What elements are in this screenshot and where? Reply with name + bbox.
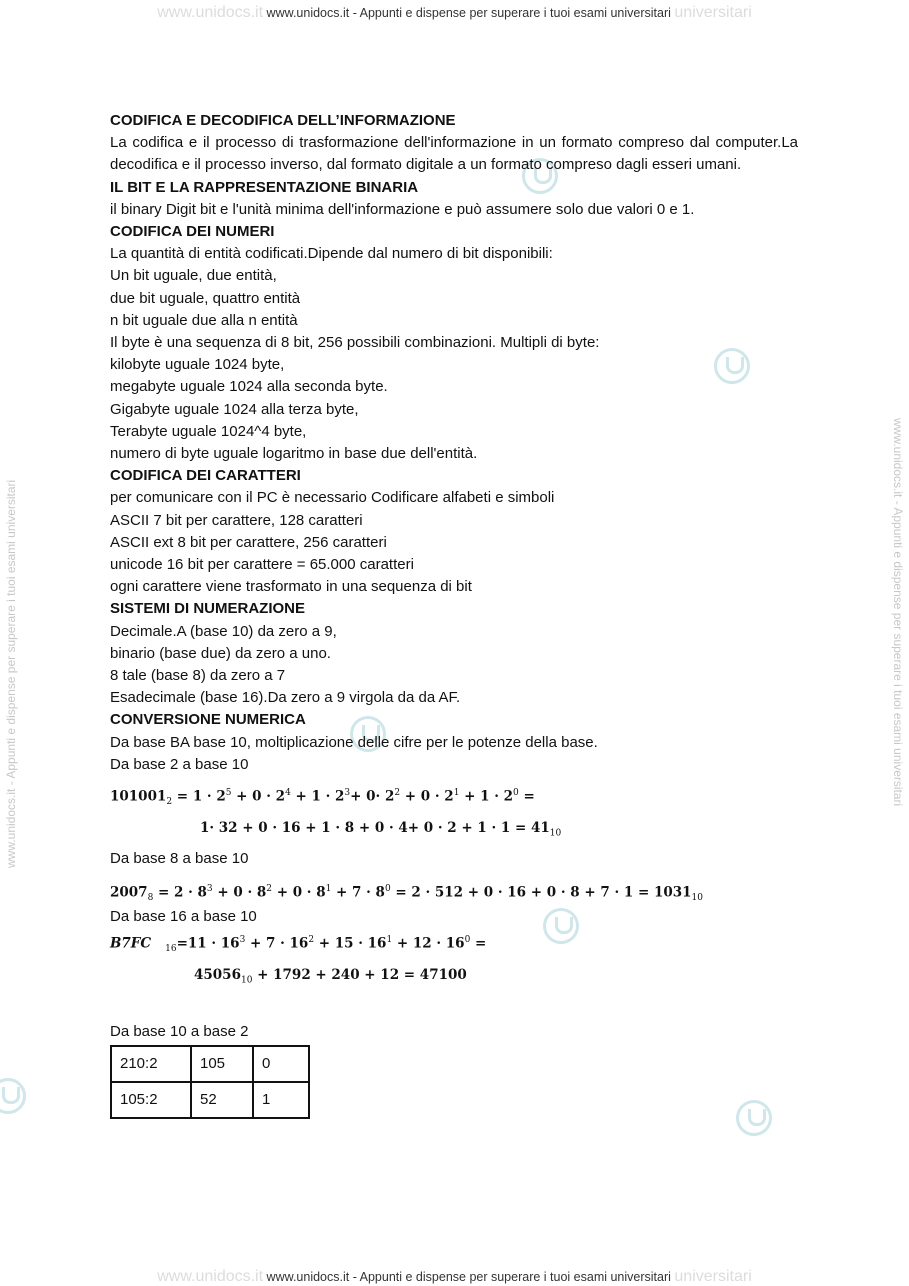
table-cell: 0 [253, 1046, 309, 1082]
table-cell: 52 [191, 1082, 253, 1118]
text-line: Gigabyte uguale 1024 alla terza byte, [110, 400, 359, 418]
text-line: ASCII ext 8 bit per carattere, 256 caratteri [110, 533, 387, 551]
text-line: megabyte uguale 1024 alla seconda byte. [110, 378, 388, 396]
text-line: Da base 10 a base 2 [110, 1022, 249, 1040]
formula-octal: $2007_8 = 2 \cdot 8^3 + 0 \cdot 8^2 + 0 \cdot 8^1 + 7 \cdot 8^0 = 2 \cdot 512 + 0 \cdot 16 + 0 \cdot 8 + 7 \cdot 1 = 1031_{10}$ [110, 884, 703, 904]
table-row [111, 1046, 309, 1082]
text-line: Terabyte uguale 1024^4 byte, [110, 422, 307, 440]
text-line: Da base 16 a base 10 [110, 908, 257, 926]
banner-ghost-left: www.unidocs.it [157, 4, 264, 21]
header-banner [0, 4, 909, 22]
section-heading: CODIFICA E DECODIFICA DELL’INFORMAZIONE [110, 112, 456, 129]
text-line: Da base BA base 10, moltiplicazione delle cifre per le potenze della base. [110, 733, 598, 751]
text-line: Da base 8 a base 10 [110, 850, 249, 868]
section-heading: SISTEMI DI NUMERAZIONE [110, 600, 306, 618]
text-line: La quantità di entità codificati.Dipende dal numero di bit disponibili: [110, 245, 553, 263]
paragraph: La codifica e il processo di trasformazione dell'informazione in un formato compreso dal computer.La decodifica e il processo inverso, dal formato digitale a un formato compreso dagli esseri umani. [110, 134, 798, 174]
banner-text: www.unidocs.it - Appunti e dispense per superare i tuoi esami universitari [266, 6, 671, 20]
text-line: ogni carattere viene trasformato in una sequenza di bit [110, 578, 472, 596]
formula-hex: B7FC $_{16}=11 \cdot 16^3 + 7 \cdot 16^2 + 15 \cdot 16^1 + 12 \cdot 16^0$ = [110, 934, 487, 954]
banner-text: www.unidocs.it - Appunti e dispense per superare i tuoi esami universitari [266, 1270, 671, 1284]
side-banner-right: www.unidocs.it - Appunti e dispense per superare i tuoi esami universitari [891, 418, 905, 807]
text-line: kilobyte uguale 1024 byte, [110, 356, 285, 374]
conversion-table [110, 1045, 310, 1119]
section-heading: CODIFICA DEI CARATTERI [110, 467, 301, 485]
formula-hex-result: $45056_{10} + 1792 + 240 + 12 = 47100$ [194, 966, 467, 986]
text-line: ASCII 7 bit per carattere, 128 caratteri [110, 511, 363, 529]
table-row [111, 1082, 309, 1118]
section-heading: CODIFICA DEI NUMERI [110, 223, 275, 241]
formula-binary-result: $1\cdot 32 + 0 \cdot 16 + 1 \cdot 8 + 0 \cdot 4+ 0 \cdot 2 + 1 \cdot 1 = 41_{10}$ [200, 820, 562, 839]
table-cell: 1 [253, 1082, 309, 1118]
text-line: 8 tale (base 8) da zero a 7 [110, 667, 286, 685]
table-cell: 105 [191, 1046, 253, 1082]
table-cell: 105:2 [111, 1082, 191, 1118]
text-line: Decimale.A (base 10) da zero a 9, [110, 622, 337, 640]
text-line: Un bit uguale, due entità, [110, 267, 277, 285]
section-heading: IL BIT E LA RAPPRESENTAZIONE BINARIA [110, 178, 419, 196]
banner-ghost-right: universitari [674, 1268, 752, 1285]
text-line: due bit uguale, quattro entità [110, 289, 301, 307]
banner-ghost-right: universitari [674, 4, 752, 21]
table-cell: 210:2 [111, 1046, 191, 1082]
text-line: per comunicare con il PC è necessario Codificare alfabeti e simboli [110, 489, 555, 507]
text-line: numero di byte uguale logaritmo in base due dell'entità. [110, 445, 478, 463]
watermark-logo-icon [0, 1078, 26, 1114]
text-line: n bit uguale due alla n entità [110, 311, 298, 329]
side-banner-left: www.unidocs.it - Appunti e dispense per superare i tuoi esami universitari [4, 479, 18, 868]
section-heading: CONVERSIONE NUMERICA [110, 711, 306, 729]
text-line: Da base 2 a base 10 [110, 755, 249, 773]
document-body [110, 110, 798, 1119]
text-line: binario (base due) da zero a uno. [110, 644, 331, 662]
text-line: Esadecimale (base 16).Da zero a 9 virgola da da AF. [110, 689, 461, 707]
formula-binary: $101001_2 = 1 \cdot 2^5 + 0 \cdot 2^4 + 1 \cdot 2^3+ 0\cdot 2^2 + 0 \cdot 2^1 + 1 \cdot 2^0$ = [110, 788, 535, 808]
text-line: il binary Digit bit e l'unità minima dell'informazione e può assumere solo due valori 0 e 1. [110, 200, 695, 218]
text-line: Il byte è una sequenza di 8 bit, 256 possibili combinazioni. Multipli di byte: [110, 334, 600, 352]
banner-ghost-left: www.unidocs.it [157, 1268, 264, 1285]
text-line: unicode 16 bit per carattere = 65.000 caratteri [110, 556, 414, 574]
footer-banner [0, 1268, 909, 1286]
